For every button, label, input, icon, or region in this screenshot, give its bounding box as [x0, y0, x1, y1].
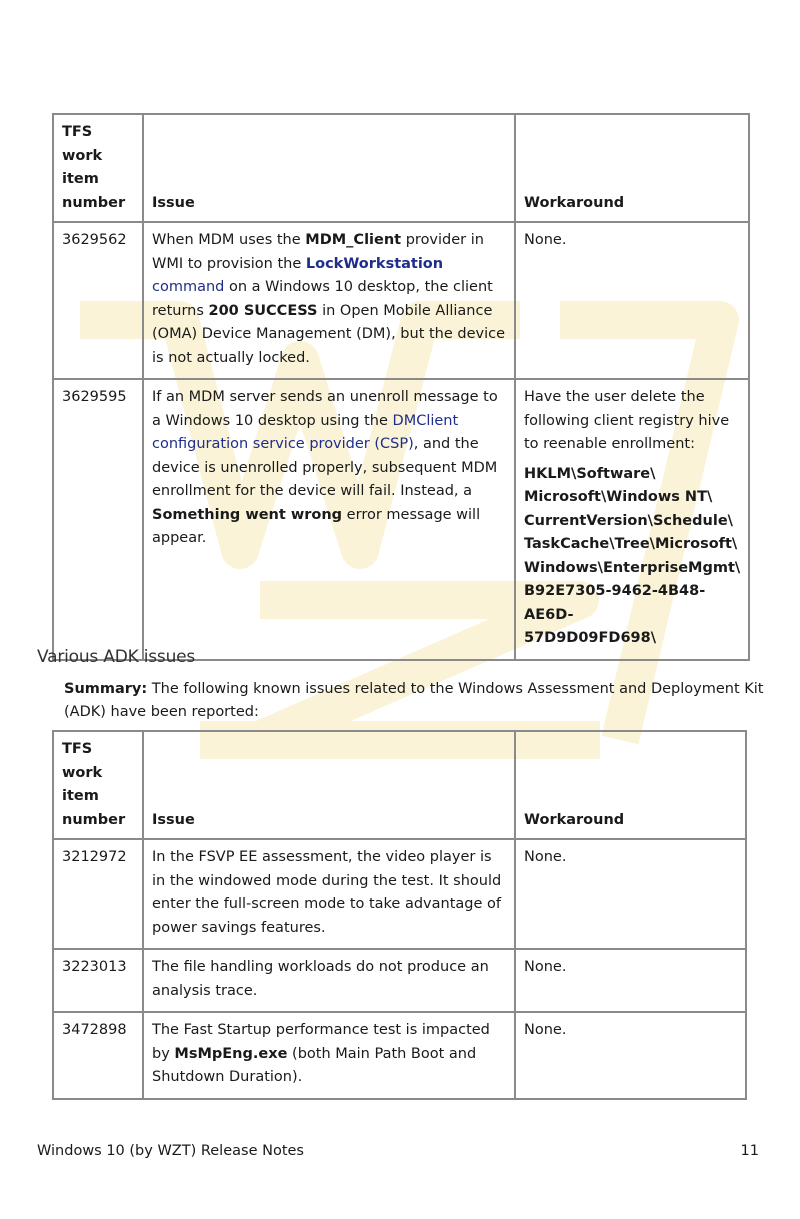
- issue-text: on a Windows 10 desktop, the client returns: [152, 279, 493, 319]
- registry-path-line: TaskCache\Tree\Microsoft\: [524, 536, 738, 552]
- issue-text: in Open Mobile Alliance (OMA) Device Management (DM), but the device is not actually locked.: [152, 302, 506, 366]
- issue-cell: In the FSVP EE assessment, the video player is in the windowed mode during the test. It should enter the full-screen mode to take advantage of power savings features.: [143, 839, 515, 949]
- dmclient-csp-link[interactable]: DMClient configuration service provider (CSP): [152, 412, 459, 452]
- tfs-id-cell: 3212972: [53, 839, 143, 949]
- workaround-cell: None.: [515, 1012, 746, 1099]
- workaround-cell: None.: [515, 839, 746, 949]
- header-workaround: Workaround: [515, 731, 746, 839]
- issue-text: When MDM uses the: [152, 232, 306, 248]
- page-footer: [37, 1143, 759, 1159]
- section-title: Various ADK issues: [37, 647, 196, 667]
- tfs-id-cell: 3223013: [53, 949, 143, 1012]
- issue-text: , and the device is unenrolled properly, subsequent MDM enrollment for the device will fail. Instead, a: [152, 436, 498, 499]
- registry-path: [524, 463, 740, 651]
- workaround-cell: None.: [515, 222, 749, 379]
- issue-text: error message will appear.: [152, 506, 481, 546]
- table-header-row: [53, 114, 749, 222]
- workaround-cell: None.: [515, 949, 746, 1012]
- registry-path-line: Windows\EnterpriseMgmt\: [524, 559, 741, 576]
- workaround-text: Have the user delete the following client registry hive to reenable enrollment:: [524, 389, 730, 452]
- table-row: [53, 222, 749, 379]
- summary-label: Summary:: [64, 681, 148, 697]
- issue-text: provider in WMI to provision the: [152, 232, 484, 272]
- known-issues-table-mdm: [52, 113, 750, 661]
- registry-path-line: CurrentVersion\Schedule\: [524, 512, 733, 529]
- issue-bold-text: 200 SUCCESS: [208, 302, 318, 319]
- issue-cell: [143, 222, 515, 379]
- registry-path-line: B92E7305-9462-4B48-AE6D-: [524, 583, 706, 623]
- issue-bold-text: Something went wrong: [152, 506, 343, 523]
- header-issue: Issue: [143, 114, 515, 222]
- issue-text: The Fast Startup performance test is impacted by: [152, 1022, 490, 1062]
- table-row: [53, 1012, 746, 1099]
- table-header-row: [53, 731, 746, 839]
- table-row: [53, 949, 746, 1012]
- tfs-id-cell: 3629595: [53, 379, 143, 660]
- section-summary: [64, 678, 764, 724]
- known-issues-table-adk: [52, 730, 747, 1100]
- issue-cell: [143, 1012, 515, 1099]
- issue-bold-text: MsMpEng.exe: [174, 1045, 288, 1062]
- summary-text: The following known issues related to the Windows Assessment and Deployment Kit (ADK) have been reported:: [64, 681, 764, 720]
- issue-text: (both Main Path Boot and Shutdown Duration).: [152, 1045, 477, 1085]
- registry-path-line: HKLM\Software\: [524, 465, 656, 482]
- issue-text: If an MDM server sends an unenroll message to a Windows 10 desktop using the: [152, 389, 498, 429]
- footer-document-title: Windows 10 (by WZT) Release Notes: [37, 1143, 304, 1159]
- issue-cell: The file handling workloads do not produce an analysis trace.: [143, 949, 515, 1012]
- table-row: [53, 379, 749, 660]
- header-tfs-number: TFS work item number: [53, 114, 143, 222]
- command-link[interactable]: command: [152, 279, 225, 295]
- page-number: 11: [740, 1143, 759, 1159]
- registry-path-line: 57D9D09FD698\: [524, 630, 657, 646]
- header-tfs-number: TFS work item number: [53, 731, 143, 839]
- lockworkstation-link[interactable]: LockWorkstation: [305, 255, 444, 272]
- workaround-cell: [515, 379, 749, 660]
- issue-bold-text: MDM_Client: [305, 232, 402, 248]
- tfs-id-cell: 3472898: [53, 1012, 143, 1099]
- registry-path-line: Microsoft\Windows NT\: [524, 489, 713, 505]
- issue-cell: [143, 379, 515, 660]
- header-workaround: Workaround: [515, 114, 749, 222]
- tfs-id-cell: 3629562: [53, 222, 143, 379]
- table-row: [53, 839, 746, 949]
- header-issue: Issue: [143, 731, 515, 839]
